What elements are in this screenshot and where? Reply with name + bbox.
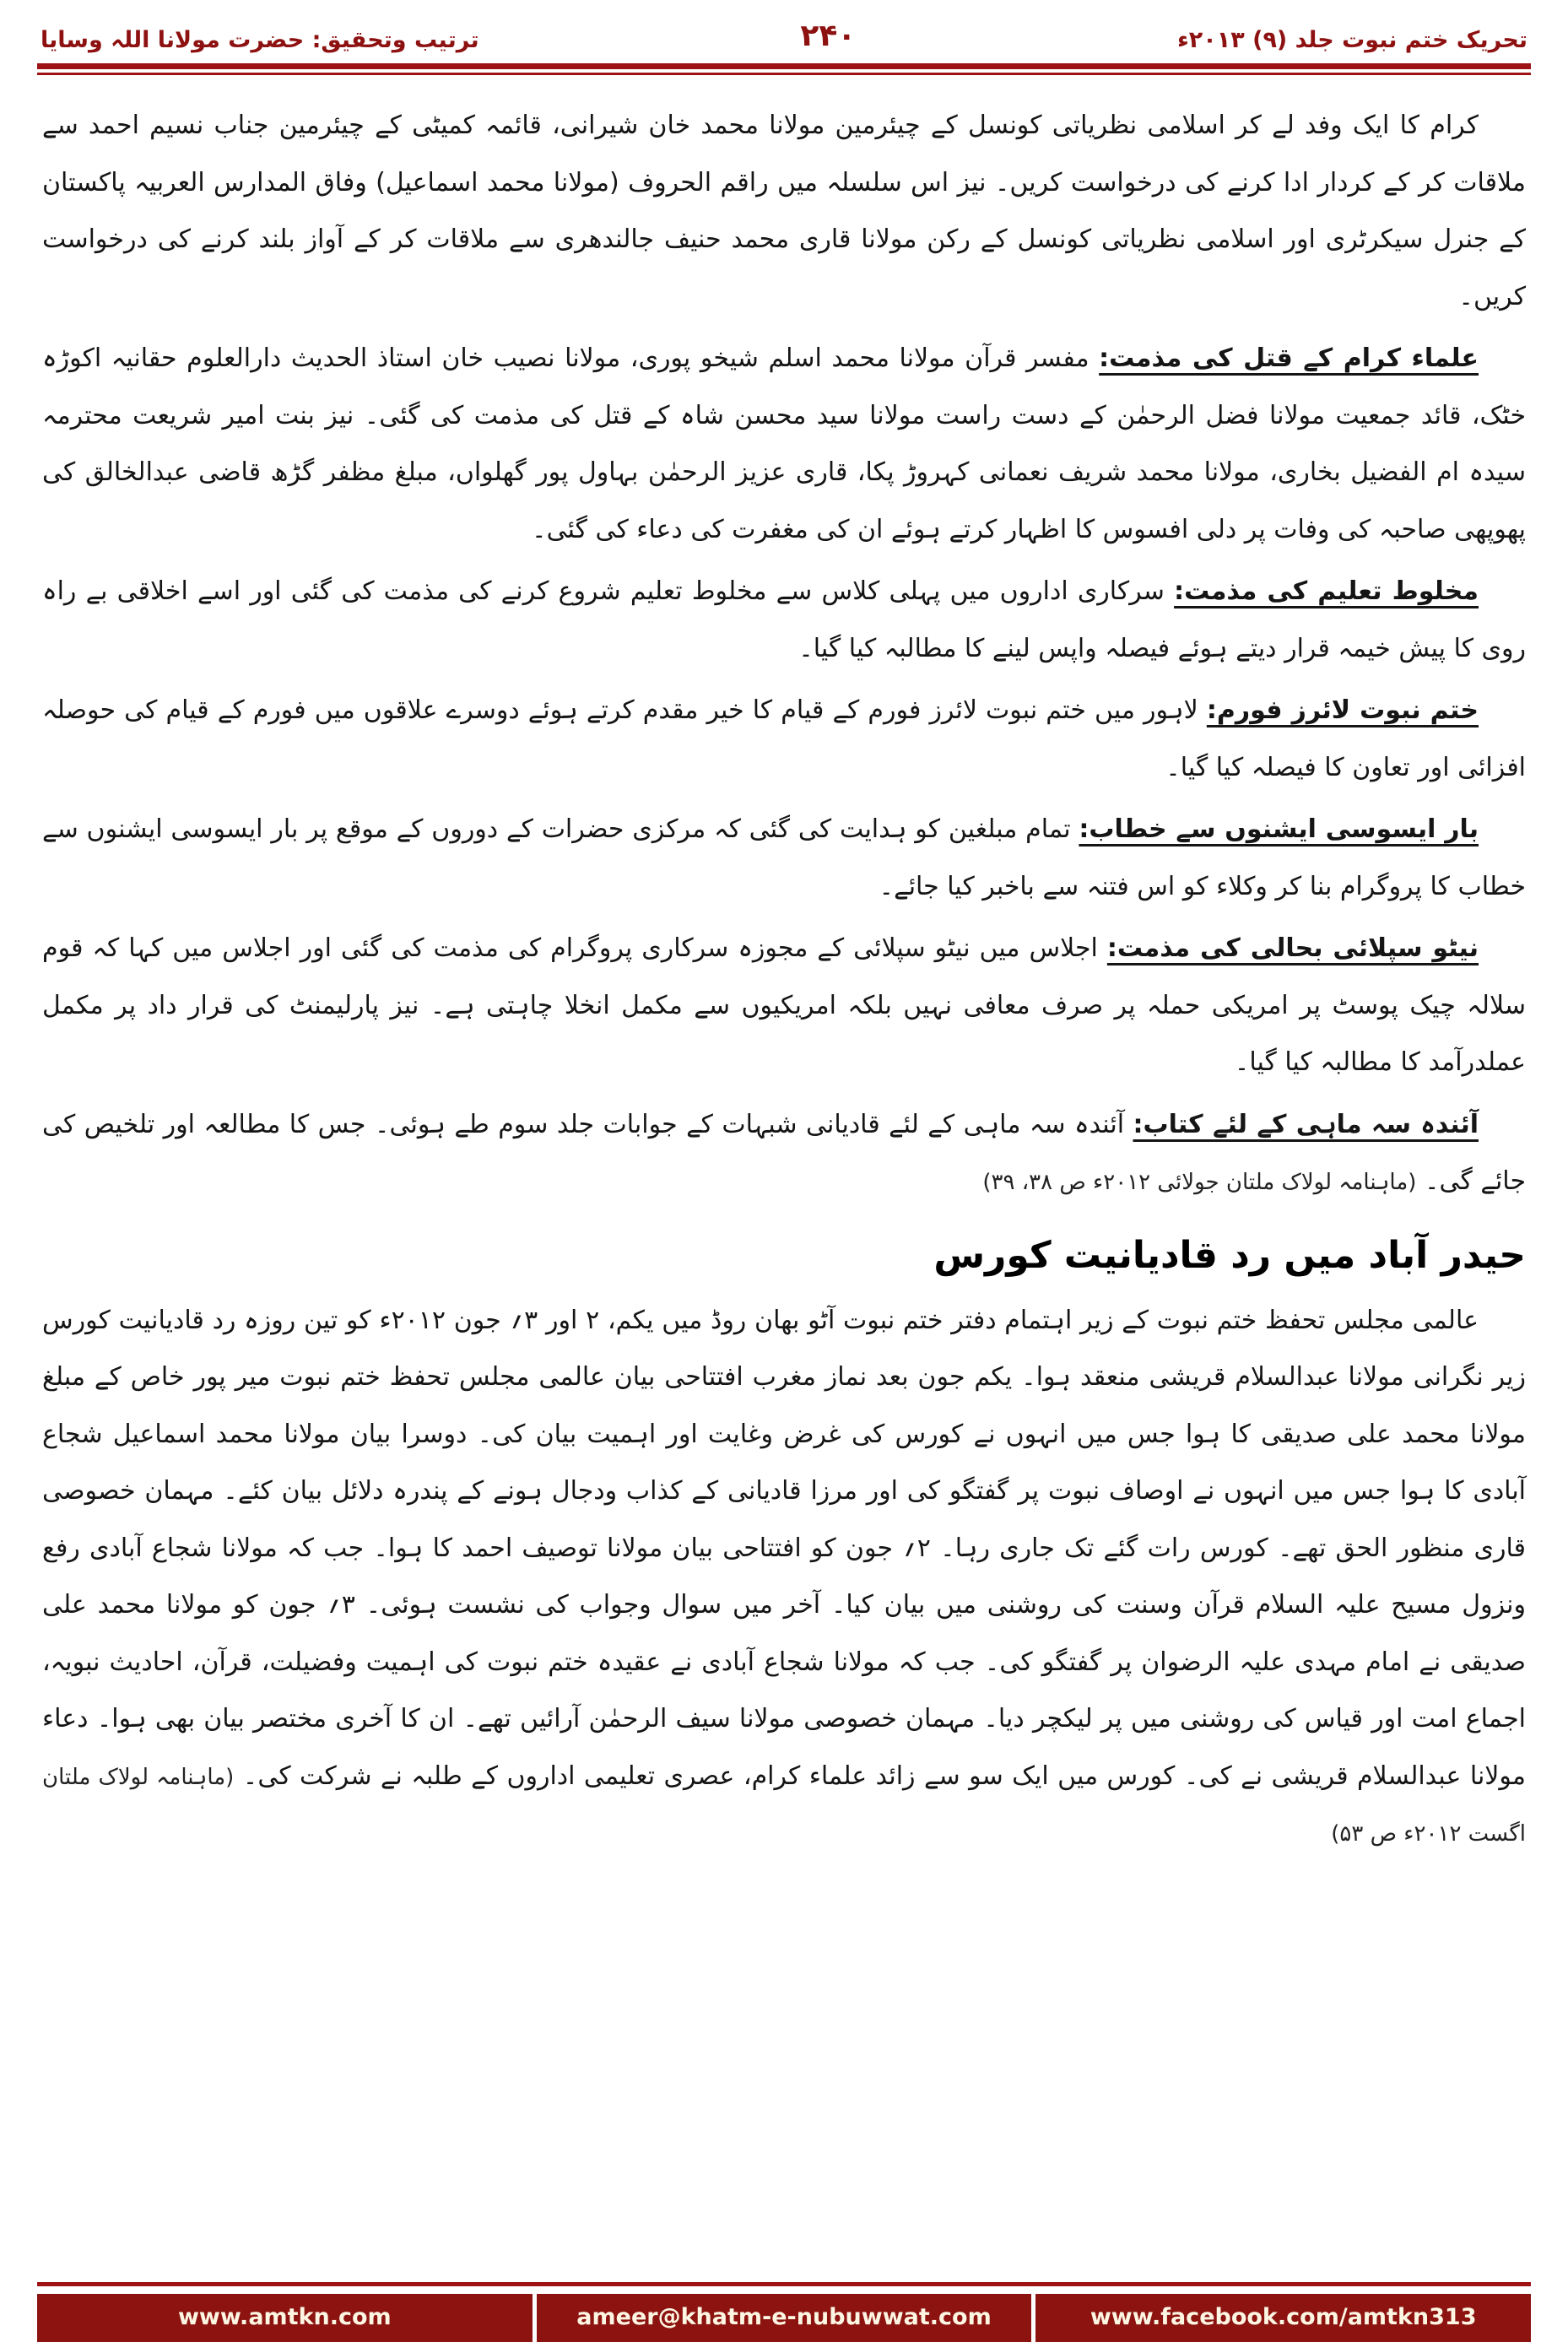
- footer-facebook-link[interactable]: www.facebook.com/amtkn313: [1035, 2294, 1531, 2342]
- section-heading: ختم نبوت لائرز فورم:: [1206, 695, 1479, 725]
- section-text: مفسر قرآن مولانا محمد اسلم شیخو پوری، مولانا نصیب خان استاذ الحدیث دارالعلوم حقانیہ اکوڑہ خٹک، قائد جمعیت مولانا فضل الرحمٰن کے دست راست مولانا سید محسن شاہ کے قتل کی مذمت کی گئی۔ نیز بنت امیر شریعت محترمہ سیدہ ام الفضیل بخاری، مولانا محمد شریف نعمانی کہروڑ پکا، قاری عزیز الرحمٰن بہاول پور گھلواں، مبلغ مظفر گڑھ قاضی عبدالخالق کی پھوپھی صاحبہ کی وفات پر دلی افسوس کا اظہار کرتے ہوئے ان کی مغفرت کی دعاء کی گئی۔: [42, 343, 1526, 544]
- section-text: سرکاری اداروں میں پہلی کلاس سے مخلوط تعلیم شروع کرنے کی مذمت کی گئی اور اسے اخلاقی بے راہ روی کا پیش خیمہ قرار دیتے ہوئے فیصلہ واپس لینے کا مطالبہ کیا گیا۔: [42, 576, 1526, 663]
- section-paragraph-ulama-qatl: [42, 330, 1526, 558]
- section-paragraph-next-quarter-book: [42, 1096, 1526, 1210]
- section-heading: علماء کرام کے قتل کی مذمت:: [1099, 343, 1479, 373]
- section-paragraph-nato-supply: [42, 920, 1526, 1091]
- section-paragraph-makhloot-taleem: [42, 563, 1526, 677]
- course-report-text: عالمی مجلس تحفظ ختم نبوت کے زیر اہتمام دفتر ختم نبوت آٹو بھان روڈ میں یکم، ۲ اور ۳؍ جون ۲۰۱۲ء کو تین روزہ رد قادیانیت کورس زیر نگرانی مولانا عبدالسلام قریشی منعقد ہوا۔ یکم جون بعد نماز مغرب افتتاحی بیان عالمی مجلس تحفظ ختم نبوت میر پور خاص کے مبلغ مولانا محمد علی صدیقی کا ہوا جس میں انہوں نے کورس کی غرض وغایت اور اہمیت بیان کی۔ دوسرا بیان مولانا محمد اسماعیل شجاع آبادی کا ہوا جس میں انہوں نے اوصاف نبوت پر گفتگو کی اور مرزا قادیانی کے کذاب ودجال ہونے کے پندرہ دلائل بیان کئے۔ مہمان خصوصی قاری منظور الحق تھے۔ کورس رات گئے تک جاری رہا۔ ۲؍ جون کو افتتاحی بیان مولانا توصیف احمد کا ہوا۔ جب کہ مولانا شجاع آبادی رفع ونزول مسیح علیہ السلام قرآن وسنت کی روشنی میں بیان کیا۔ آخر میں سوال وجواب کی نشست ہوئی۔ ۳؍ جون کو مولانا محمد علی صدیقی نے امام مہدی علیہ الرضوان پر گفتگو کی۔ جب کہ مولانا شجاع آبادی نے عقیدہ ختم نبوت کی اہمیت وفضیلت، قرآن، احادیث نبویہ، اجماع امت اور قیاس کی روشنی میں پر لیکچر دیا۔ مہمان خصوصی مولانا سیف الرحمٰن آرائیں تھے۔ ان کا آخری مختصر بیان بھی ہوا۔ دعاء مولانا عبدالسلام قریشی نے کی۔ کورس میں ایک سو سے زائد علماء کرام، عصری تعلیمی اداروں کے طلبہ نے شرکت کی۔: [42, 1305, 1526, 1791]
- footer-rule: [37, 2282, 1531, 2286]
- header-volume-title: تحریک ختم نبوت جلد (۹) ۲۰۱۳ء: [1176, 27, 1527, 53]
- page-header: [37, 14, 1531, 62]
- footer-bar: [37, 2294, 1531, 2342]
- source-citation: (ماہنامہ لولاک ملتان جولائی ۲۰۱۲ء ص ۳۸، ۳۹): [982, 1170, 1417, 1195]
- header-editor-title: ترتیب وتحقیق: حضرت مولانا اللہ وسایا: [41, 27, 479, 53]
- header-rule-thick: [37, 63, 1531, 69]
- section-text: لاہور میں ختم نبوت لائرز فورم کے قیام کا خیر مقدم کرتے ہوئے دوسرے علاقوں میں فورم کے قیام کی حوصلہ افزائی اور تعاون کا فیصلہ کیا گیا۔: [42, 695, 1526, 782]
- section-heading: آئندہ سہ ماہی کے لئے کتاب:: [1133, 1109, 1479, 1139]
- intro-paragraph: کرام کا ایک وفد لے کر اسلامی نظریاتی کونسل کے چیئرمین مولانا محمد خان شیرانی، قائمہ کمیٹی کے چیئرمین جناب نسیم احمد سے ملاقات کر کے کردار ادا کرنے کی درخواست کریں۔ نیز اس سلسلہ میں راقم الحروف (مولانا محمد اسماعیل) وفاق المدارس العربیہ پاکستان کے جنرل سیکرٹری اور اسلامی نظریاتی کونسل کے رکن مولانا قاری محمد حنیف جالندھری سے ملاقات کر کے آواز بلند کرنے کی درخواست کریں۔: [42, 111, 1526, 311]
- source-citation: (ماہنامہ لولاک ملتان اگست ۲۰۱۲ء ص ۵۳): [42, 1764, 1526, 1847]
- course-report-paragraph: [42, 1292, 1526, 1862]
- section-paragraph-lawyers-forum: [42, 682, 1526, 796]
- page-body: [37, 75, 1531, 1875]
- course-section-title: حیدر آباد میں رد قادیانیت کورس: [933, 1233, 1526, 1277]
- section-text: آئندہ سہ ماہی کے لئے قادیانی شبہات کے جوابات جلد سوم طے ہوئی۔ جس کا مطالعہ اور تلخیص کی جائے گی۔: [42, 1109, 1526, 1196]
- section-heading: بار ایسوسی ایشنوں سے خطاب:: [1079, 814, 1479, 844]
- section-heading: نیٹو سپلائی بحالی کی مذمت:: [1106, 933, 1479, 963]
- page-footer: [37, 2282, 1531, 2342]
- page-number: ۲۴۰: [800, 19, 857, 53]
- footer-email-link[interactable]: ameer@khatm-e-nubuwwat.com: [537, 2294, 1032, 2342]
- section-paragraph-bar-associations: [42, 801, 1526, 915]
- section-heading: مخلوط تعلیم کی مذمت:: [1174, 576, 1479, 606]
- section-text: اجلاس میں نیٹو سپلائی کے مجوزہ سرکاری پروگرام کی مذمت کی گئی اور اجلاس میں کہا کہ قوم سلالہ چیک پوسٹ پر امریکی حملہ پر صرف معافی نہیں بلکہ امریکیوں سے مکمل انخلا چاہتی ہے۔ نیز پارلیمنٹ کی قرار داد پر مکمل عملدرآمد کا مطالبہ کیا گیا۔: [42, 933, 1526, 1077]
- section-text: تمام مبلغین کو ہدایت کی گئی کہ مرکزی حضرات کے دوروں کے موقع پر بار ایسوسی ایشنوں سے خطاب کا پروگرام بنا کر وکلاء کو اس فتنہ سے باخبر کیا جائے۔: [42, 814, 1526, 901]
- footer-website-link[interactable]: www.amtkn.com: [37, 2294, 533, 2342]
